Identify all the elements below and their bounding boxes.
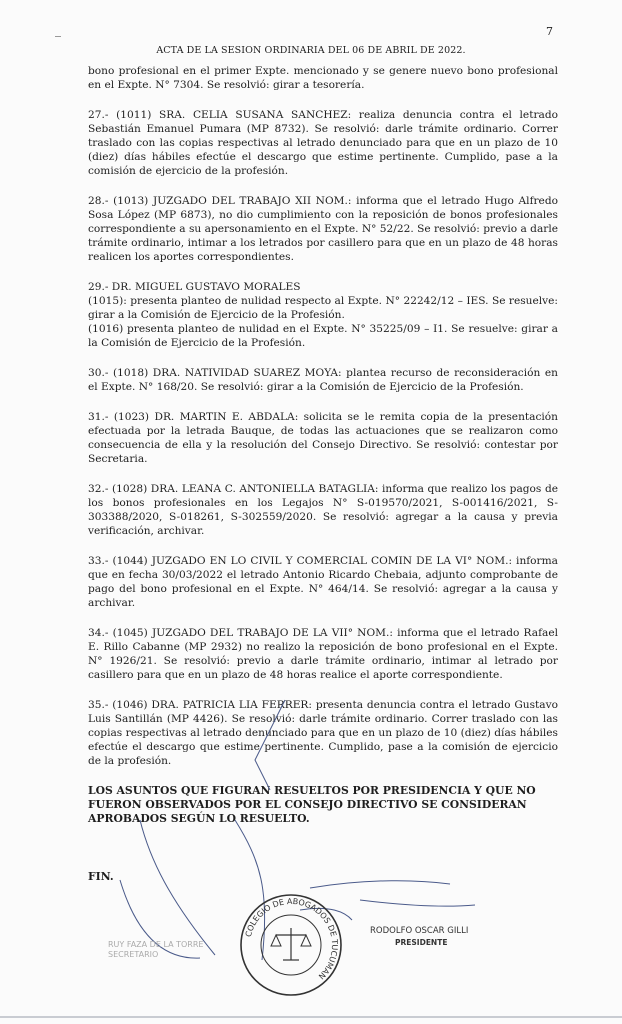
fin-label: FIN.: [88, 870, 114, 883]
paragraph-continuation: bono profesional en el primer Expte. mencionado y se genere nuevo bono profesional en el Expte. N° 7304. Se resolvió: girar a tesorería.: [88, 65, 558, 91]
item-30: 30.- (1018) DRA. NATIVIDAD SUAREZ MOYA: plantea recurso de reconsideración en el Expte. N° 168/20. Se resolvió: girar a la Comisión de Ejercicio de la Profesión.: [88, 367, 558, 393]
bottom-border: [0, 1016, 622, 1018]
president-name: RODOLFO OSCAR GILLI: [370, 926, 469, 936]
secretary-stamp: RUY FAZA DE LA TORRE SECRETARIO: [108, 940, 204, 959]
page-number: 7: [546, 25, 553, 38]
president-role: PRESIDENTE: [395, 938, 448, 947]
item-33: 33.- (1044) JUZGADO EN LO CIVIL Y COMERCIAL COMIN DE LA VI° NOM.: informa que en fecha 30/03/2022 el letrado Antonio Ricardo Chebaia, adjunto comprobante de pago del bono profesional en el Expte. N° 464/14. Se resolvió: agregar a la causa y archivar.: [88, 555, 558, 609]
document-header: ACTA DE LA SESION ORDINARIA DEL 06 DE ABRIL DE 2022.: [156, 45, 466, 56]
item-29-b: (1016) presenta planteo de nulidad en el Expte. N° 35225/09 – I1. Se resuelve: girar a la Comisión de Ejercicio de la Profesión.: [88, 323, 558, 349]
item-27: 27.- (1011) SRA. CELIA SUSANA SANCHEZ: realiza denuncia contra el letrado Sebastián Emanuel Pumara (MP 8732). Se resolvió: darle trámite ordinario. Correr traslado con las copias respectivas al letrado denunciado para que en un plazo de 10 (diez) días hábiles efectúe el descargo que estime pertinente. Cumplido, pase a la comisión de ejercicio de la profesión.: [88, 109, 558, 177]
item-29-title: 29.- DR. MIGUEL GUSTAVO MORALES: [88, 281, 301, 293]
seal-text: COLEGIO DE ABOGADOS DE TUCUMAN: [243, 896, 340, 981]
item-29-a: (1015): presenta planteo de nulidad respecto al Expte. N° 22242/12 – IES. Se resuelve: girar a la Comisión de Ejercicio de la Profesión.: [88, 295, 558, 321]
closing-statement: LOS ASUNTOS QUE FIGURAN RESUELTOS POR PRESIDENCIA Y QUE NO FUERON OBSERVADOS POR EL CONSEJO DIRECTIVO SE CONSIDERAN APROBADOS SEGÚN LO RESUELTO.: [88, 784, 536, 825]
item-35: 35.- (1046) DRA. PATRICIA LIA FERRER: presenta denuncia contra el letrado Gustavo Luis Santillán (MP 4426). Se resolvió: darle trámite ordinario. Correr traslado con las copias respectivas al letrado denunciado para que en un plazo de 10 (diez) días hábiles efectúe el descargo que estime pertinente. Cumplido, pase a la comisión de ejercicio de la profesión.: [88, 699, 558, 767]
item-32: 32.- (1028) DRA. LEANA C. ANTONIELLA BATAGLIA: informa que realizo los pagos de los bonos profesionales en los Legajos N° S-019570/2021, S-001416/2021, S-303388/2020, S-018261, S-302559/2020. Se resolvió: agregar a la causa y previa verificación, archivar.: [88, 483, 558, 537]
item-31: 31.- (1023) DR. MARTIN E. ABDALA: solicita se le remita copia de la presentación efectuada por la letrada Bauque, de todas las actuaciones que se realizaron como consecuencia de ella y la resolución del Consejo Directivo. Se resolvió: contestar por Secretaria.: [88, 411, 558, 465]
college-seal-stamp: [236, 890, 346, 1000]
item-34: 34.- (1045) JUZGADO DEL TRABAJO DE LA VII° NOM.: informa que el letrado Rafael E. Rillo Cabanne (MP 2932) no realizo la reposición de bono profesional en el Expte. N° 1926/21. Se resolvió: previo a darle trámite ordinario, intimar al letrado por casillero para que en un plazo de 48 horas realice el aporte correspondiente.: [88, 627, 558, 681]
item-28: 28.- (1013) JUZGADO DEL TRABAJO XII NOM.: informa que el letrado Hugo Alfredo Sosa López (MP 6873), no dio cumplimiento con la reposición de bonos profesionales correspondiente a su apersonamiento en el Expte. N° 52/22. Se resolvió: previo a darle trámite ordinario, intimar a los letrados por casillero para que en un plazo de 48 horas realicen los aportes correspondientes.: [88, 195, 558, 263]
